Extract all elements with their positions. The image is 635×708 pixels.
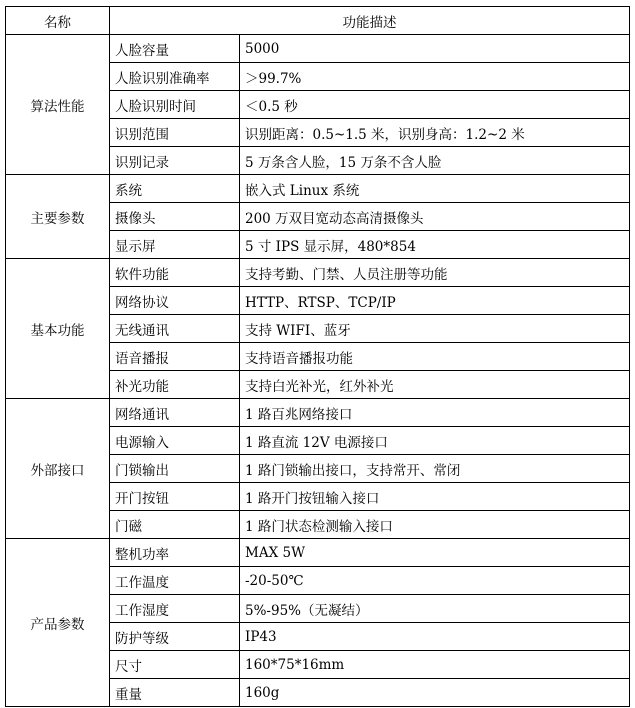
table-row: [6, 539, 630, 567]
feature-description: 支持考勤、门禁、人员注册等功能: [240, 259, 630, 287]
feature-name: 开门按钮: [110, 483, 240, 511]
feature-name: 门磁: [110, 511, 240, 539]
feature-description: 识别距离：0.5~1.5 米，识别身高：1.2~2 米: [240, 119, 630, 147]
feature-name: 软件功能: [110, 259, 240, 287]
feature-name: 电源输入: [110, 427, 240, 455]
spec-table: [5, 6, 630, 707]
feature-description: 160g: [240, 679, 630, 707]
feature-description: 5%-95%（无凝结）: [240, 595, 630, 623]
feature-name: 补光功能: [110, 371, 240, 399]
group-label: 产品参数: [6, 539, 110, 707]
feature-description: IP43: [240, 623, 630, 651]
feature-description: 1 路门锁输出接口，支持常开、常闭: [240, 455, 630, 483]
feature-description: 1 路门状态检测输入接口: [240, 511, 630, 539]
feature-name: 网络通讯: [110, 399, 240, 427]
feature-name: 网络协议: [110, 287, 240, 315]
table-row: [6, 35, 630, 63]
spec-table-body: [6, 35, 630, 707]
feature-description: 160*75*16mm: [240, 651, 630, 679]
header-name: 名称: [6, 7, 110, 35]
feature-name: 人脸容量: [110, 35, 240, 63]
feature-name: 工作湿度: [110, 595, 240, 623]
feature-name: 防护等级: [110, 623, 240, 651]
table-row: [6, 175, 630, 203]
group-label: 算法性能: [6, 35, 110, 175]
feature-description: 5000: [240, 35, 630, 63]
feature-name: 人脸识别时间: [110, 91, 240, 119]
feature-name: 人脸识别准确率: [110, 63, 240, 91]
feature-description: ＞99.7%: [240, 63, 630, 91]
header-row: [6, 7, 630, 35]
feature-description: 支持白光补光，红外补光: [240, 371, 630, 399]
group-label: 主要参数: [6, 175, 110, 259]
feature-description: 1 路开门按钮输入接口: [240, 483, 630, 511]
group-label: 基本功能: [6, 259, 110, 399]
feature-description: 1 路直流 12V 电源接口: [240, 427, 630, 455]
feature-description: 200 万双目宽动态高清摄像头: [240, 203, 630, 231]
feature-name: 尺寸: [110, 651, 240, 679]
feature-name: 无线通讯: [110, 315, 240, 343]
feature-name: 识别记录: [110, 147, 240, 175]
feature-name: 识别范围: [110, 119, 240, 147]
spec-table-wrapper: [5, 6, 630, 707]
feature-description: 支持语音播报功能: [240, 343, 630, 371]
feature-name: 系统: [110, 175, 240, 203]
feature-description: 5 寸 IPS 显示屏，480*854: [240, 231, 630, 259]
feature-description: 1 路百兆网络接口: [240, 399, 630, 427]
feature-description: 嵌入式 Linux 系统: [240, 175, 630, 203]
feature-name: 重量: [110, 679, 240, 707]
group-label: 外部接口: [6, 399, 110, 539]
feature-name: 显示屏: [110, 231, 240, 259]
table-row: [6, 259, 630, 287]
table-row: [6, 399, 630, 427]
feature-name: 门锁输出: [110, 455, 240, 483]
feature-description: 支持 WIFI、蓝牙: [240, 315, 630, 343]
feature-description: HTTP、RTSP、TCP/IP: [240, 287, 630, 315]
feature-description: 5 万条含人脸，15 万条不含人脸: [240, 147, 630, 175]
feature-name: 摄像头: [110, 203, 240, 231]
header-description: 功能描述: [110, 7, 630, 35]
feature-name: 整机功率: [110, 539, 240, 567]
feature-description: -20-50℃: [240, 567, 630, 595]
feature-description: ＜0.5 秒: [240, 91, 630, 119]
feature-description: MAX 5W: [240, 539, 630, 567]
feature-name: 语音播报: [110, 343, 240, 371]
feature-name: 工作温度: [110, 567, 240, 595]
